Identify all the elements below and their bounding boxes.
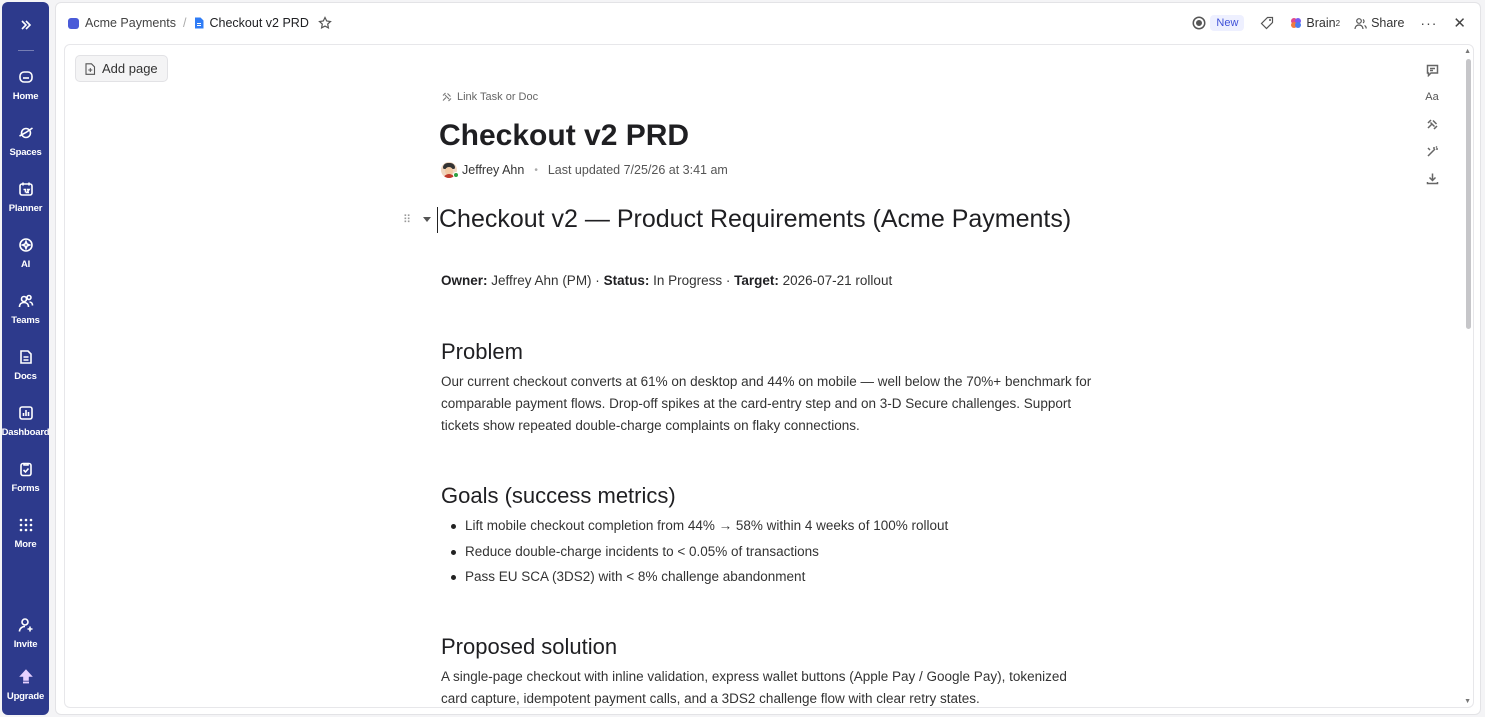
drag-handle-icon[interactable]: ⠿	[403, 214, 412, 226]
link-icon	[1426, 118, 1439, 131]
heading-block	[403, 205, 1071, 234]
rail-item-forms[interactable]	[2, 449, 49, 505]
brain-label: Brain	[1306, 16, 1336, 30]
goals-list	[441, 513, 948, 590]
dashboard-icon	[18, 405, 34, 421]
top-bar	[56, 3, 1480, 43]
target-value: 2026-07-21 rollout	[778, 273, 893, 288]
rail-item-planner[interactable]	[2, 169, 49, 225]
link-icon	[441, 91, 453, 103]
left-rail	[2, 2, 49, 715]
rail-item-spaces[interactable]	[2, 113, 49, 169]
link-task-label: Link Task or Doc	[457, 91, 539, 103]
rail-item-home[interactable]	[2, 57, 49, 113]
grid-icon	[18, 517, 34, 533]
add-page-button[interactable]	[75, 55, 168, 82]
download-button[interactable]	[1425, 171, 1439, 185]
rail-item-label: Forms	[11, 482, 40, 494]
calendar-icon	[18, 181, 34, 197]
rail-item-label: Home	[12, 90, 39, 102]
rail-item-label: AI	[20, 258, 31, 270]
right-toolbar	[1425, 63, 1439, 198]
collapse-caret-icon[interactable]	[423, 217, 431, 222]
typography-button[interactable]: Aa	[1425, 91, 1439, 103]
doc-meta	[441, 162, 728, 178]
ai-edit-button[interactable]	[1425, 144, 1439, 158]
share-button[interactable]	[1354, 16, 1404, 30]
problem-paragraph[interactable]: Our current checkout converts at 61% on desktop and 44% on mobile — well below the 70%+ benchmark for comparable payment flows. Drop-off spikes at the card-entry step and on 3-D Secure challenges. Support tickets show repeated double-charge complaints on flaky connections.	[441, 374, 1092, 433]
goals-heading[interactable]: Goals (success metrics)	[441, 483, 676, 508]
online-status-icon	[453, 172, 459, 178]
rail-item-label: Spaces	[9, 146, 42, 158]
tag-icon[interactable]	[1260, 16, 1274, 30]
rail-item-label: Upgrade	[6, 690, 45, 702]
solution-paragraph[interactable]: A single-page checkout with inline validation, express wallet buttons (Apple Pay / Google Pay), tokenized card capture, idempotent payment calls, and a 3DS2 challenge flow with clear retry states.	[441, 669, 1067, 706]
rail-item-label: Invite	[13, 638, 38, 650]
rail-item-teams[interactable]	[2, 281, 49, 337]
expand-sidebar-button[interactable]	[12, 14, 40, 36]
brain-button[interactable]	[1290, 16, 1340, 30]
invite-user-icon	[18, 617, 34, 633]
status-value: In Progress ·	[649, 273, 735, 288]
doc-window	[55, 2, 1481, 715]
solution-heading[interactable]: Proposed solution	[441, 634, 618, 659]
top-actions	[1194, 3, 1480, 43]
owner-line[interactable]	[441, 273, 892, 288]
link-button[interactable]	[1425, 117, 1439, 131]
list-item[interactable]: Lift mobile checkout completion from 44% → 58% within 4 weeks of 100% rollout	[441, 513, 948, 539]
text-cursor	[437, 207, 438, 233]
doc-icon	[194, 17, 204, 29]
rail-item-invite[interactable]	[2, 605, 49, 661]
link-task-button[interactable]	[441, 91, 538, 103]
close-button[interactable]: ✕	[1453, 15, 1466, 32]
list-item[interactable]: Pass EU SCA (3DS2) with < 8% challenge abandonment	[441, 564, 948, 590]
rail-divider	[18, 50, 34, 51]
owner-value: Jeffrey Ahn (PM) ·	[487, 273, 604, 288]
brain-icon	[1290, 17, 1302, 29]
add-page-label: Add page	[102, 61, 158, 76]
doc-title[interactable]: Checkout v2 PRD	[439, 119, 690, 152]
meta-separator: •	[534, 164, 538, 176]
rail-item-label: Planner	[8, 202, 43, 214]
scroll-down-icon[interactable]: ▼	[1464, 698, 1471, 705]
download-icon	[1426, 172, 1439, 185]
more-options-button[interactable]: ···	[1420, 15, 1438, 31]
status-label: Status:	[603, 273, 650, 288]
rail-item-dashboard[interactable]	[2, 393, 49, 449]
rail-item-ai[interactable]	[2, 225, 49, 281]
breadcrumb-current[interactable]: Checkout v2 PRD	[209, 16, 309, 30]
owner-label: Owner:	[441, 273, 488, 288]
brain-superscript: 2	[1335, 18, 1341, 28]
scrollbar[interactable]	[1466, 59, 1471, 329]
problem-heading[interactable]: Problem	[441, 339, 523, 364]
new-badge[interactable]: New	[1210, 15, 1244, 31]
last-updated: Last updated 7/25/26 at 3:41 am	[547, 163, 728, 177]
magic-wand-icon	[1426, 145, 1439, 158]
teams-icon	[18, 293, 34, 309]
upgrade-arrow-icon	[18, 669, 34, 685]
star-icon[interactable]	[318, 16, 332, 30]
rail-item-docs[interactable]	[2, 337, 49, 393]
ai-icon	[18, 237, 34, 253]
forms-icon	[18, 461, 34, 477]
rail-item-upgrade[interactable]	[2, 661, 49, 709]
target-label: Target:	[734, 273, 779, 288]
author-name[interactable]: Jeffrey Ahn	[462, 163, 525, 177]
double-chevron-right-icon	[19, 18, 33, 32]
share-label: Share	[1371, 16, 1405, 30]
share-people-icon	[1354, 17, 1367, 30]
rail-item-label: Dashboard	[1, 426, 50, 438]
breadcrumb-separator: /	[183, 16, 187, 30]
rail-item-label: Teams	[11, 314, 40, 326]
doc-icon	[18, 349, 34, 365]
rail-item-more[interactable]	[2, 505, 49, 561]
record-icon[interactable]	[1194, 18, 1204, 28]
breadcrumb	[68, 16, 332, 30]
rail-item-label: Docs	[14, 370, 37, 382]
workspace-icon	[68, 18, 79, 29]
list-item[interactable]: Reduce double-charge incidents to < 0.05% of transactions	[441, 539, 948, 565]
scroll-up-icon[interactable]: ▲	[1464, 48, 1471, 55]
document-area	[64, 44, 1474, 708]
home-icon	[18, 69, 34, 85]
comment-icon	[1426, 64, 1439, 77]
rail-item-label: More	[14, 538, 37, 550]
main-heading[interactable]: Checkout v2 — Product Requirements (Acme Payments)	[439, 205, 1072, 233]
planet-icon	[18, 125, 34, 141]
breadcrumb-workspace[interactable]: Acme Payments	[85, 16, 177, 30]
comment-button[interactable]	[1425, 63, 1439, 77]
page-plus-icon	[85, 63, 96, 75]
